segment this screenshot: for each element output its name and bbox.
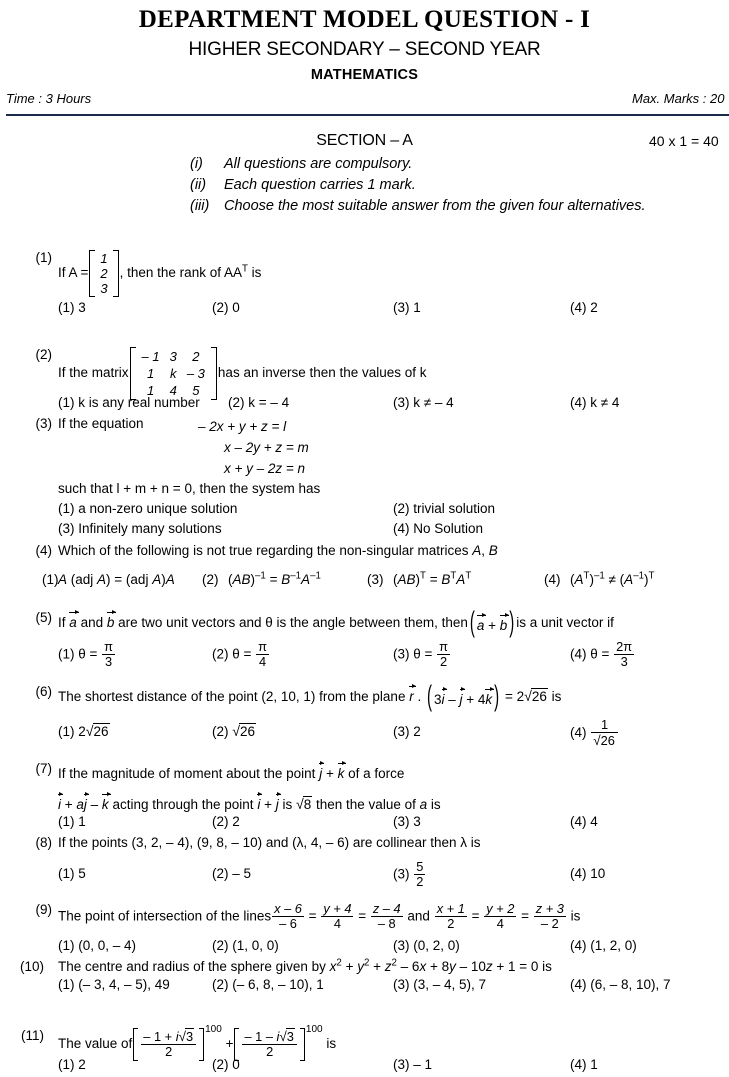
q2-option-1[interactable]: (1) k is any real number xyxy=(58,395,200,410)
matrix-cell: 5 xyxy=(192,383,200,398)
q2-option-4[interactable]: (4) k ≠ 4 xyxy=(570,395,620,410)
q8-option-1[interactable]: (1) 5 xyxy=(58,866,86,881)
fraction: $\frac{\pi}{4}$ xyxy=(258,638,267,669)
q3-equation-system xyxy=(198,416,309,479)
transpose-superscript: T xyxy=(241,263,248,275)
q3-option-1[interactable]: (1) a non-zero unique solution xyxy=(58,501,238,516)
q4-option-3[interactable]: $(AB)^T = B^TA^T$ (3) xyxy=(367,570,472,587)
page-subtitle: HIGHER SECONDARY – SECOND YEAR xyxy=(188,38,541,60)
matrix-cell: 3 xyxy=(100,281,108,296)
q6-plane-expression: ( 3i – j + 4k ) xyxy=(425,685,501,709)
page-title: DEPARTMENT MODEL QUESTION - I xyxy=(138,6,591,33)
question-number-4: (4) xyxy=(35,543,52,558)
q1-option-3[interactable]: (3) 1 xyxy=(393,300,421,315)
question-number-3: (3) xyxy=(35,416,52,431)
vector-j: j xyxy=(460,687,463,707)
page-subject: MATHEMATICS xyxy=(310,66,419,83)
question-number-6: (6) xyxy=(35,684,52,699)
q6-option-4[interactable]: (4) $\frac{1}{√26}$ xyxy=(570,718,619,749)
q10-option-4[interactable]: (4) (6, – 8, 10), 7 xyxy=(570,977,671,992)
vector-r: r xyxy=(409,684,414,704)
q3-option-4[interactable]: (4) No Solution xyxy=(393,521,484,536)
question-number-7: (7) xyxy=(35,761,52,776)
q5-option-1[interactable]: (1) θ = $\frac{\pi}{3}$ xyxy=(58,638,113,669)
exponent-100: 100 xyxy=(305,1024,323,1035)
fraction: $\frac{- 1 + i√3}{2}$ xyxy=(141,1029,196,1060)
q11-option-1[interactable]: (1) 2 xyxy=(58,1057,86,1072)
matrix-cell: k xyxy=(169,366,177,381)
vector-k: k xyxy=(102,792,109,812)
q11-option-2[interactable]: (2) 0 xyxy=(212,1057,240,1072)
matrix-cell: – 1 xyxy=(141,349,160,364)
fraction: $\frac{\pi}{3}$ xyxy=(104,638,113,669)
q9-option-3[interactable]: (3) (0, 2, 0) xyxy=(393,938,460,953)
question-number-11: (11) xyxy=(20,1028,44,1043)
q1-option-4[interactable]: (4) 2 xyxy=(570,300,598,315)
question-stem-11: The value of $\frac{- 1 + i√3}{2}$ 100 + $\frac{- 1 - i√3}{2}$ 100 is xyxy=(58,1024,337,1059)
sqrt-icon: √26 xyxy=(85,724,109,740)
q7-option-2[interactable]: (2) 2 xyxy=(212,814,240,829)
fraction: $\frac{1}{√26}$ xyxy=(591,718,618,749)
question-number-8: (8) xyxy=(35,835,52,850)
exam-meta-row xyxy=(0,91,729,111)
sqrt-icon: √26 xyxy=(524,689,547,705)
instruction-text: All questions are compulsory. xyxy=(224,156,413,172)
fraction: $\frac{\pi}{2}$ xyxy=(439,638,448,669)
question-number-1: (1) xyxy=(35,250,52,265)
q6-option-1[interactable]: (1) 2√26 xyxy=(58,724,109,740)
q7-option-1[interactable]: (1) 1 xyxy=(58,814,86,829)
q1-column-matrix xyxy=(89,250,118,297)
question-number-10: (10) xyxy=(19,959,44,974)
question-number-9: (9) xyxy=(35,902,52,917)
instruction-item xyxy=(190,154,646,175)
fraction: $\frac{y + 4}{4}$ xyxy=(323,900,352,931)
q7-line2-b: is √8 then the value of a is xyxy=(282,797,441,813)
fraction: $\frac{5}{2}$ xyxy=(416,858,424,889)
q2-option-2[interactable]: (2) k = – 4 xyxy=(228,395,290,410)
vector-k: k xyxy=(338,761,345,781)
q9-option-1[interactable]: (1) (0, 0, – 4) xyxy=(58,938,137,953)
vector-j: j xyxy=(276,792,279,812)
instruction-number: (ii) xyxy=(190,177,207,193)
exam-max-marks: Max. Marks : 20 xyxy=(632,91,725,107)
q4-option-4[interactable]: $(A^T)^{-1} \ne (A^{-1})^T$ (4) xyxy=(544,570,655,587)
matrix-cell: 3 xyxy=(169,349,177,364)
q1-option-1[interactable]: (1) 3 xyxy=(58,300,86,315)
fraction: $\frac{x - 6}{- 6}$ xyxy=(274,900,302,931)
q2-text-after: has an inverse then the values of k xyxy=(217,365,427,381)
question-stem-5: If a and b are two unit vectors and θ is the angle between them, then ( a + b ) is a unit vector if xyxy=(58,610,614,635)
q10-option-3[interactable]: (3) (3, – 4, 5), 7 xyxy=(393,977,487,992)
q5-option-2[interactable]: (2) θ = $\frac{\pi}{4}$ xyxy=(212,638,267,669)
q3-option-2[interactable]: (2) trivial solution xyxy=(393,501,496,516)
q1-text-before: If A = xyxy=(58,265,89,281)
fraction: $\frac{x + 1}{2}$ xyxy=(436,900,465,931)
vector-b: b xyxy=(107,610,115,630)
q3-equation-1: – 2x + y + z = l xyxy=(198,419,287,434)
q5-option-3[interactable]: (3) θ = $\frac{\pi}{2}$ xyxy=(393,638,448,669)
question-stem-8: If the points (3, 2, – 4), (9, 8, – 10) and (λ, 4, – 6) are collinear then λ is xyxy=(58,835,481,850)
section-marks: 40 x 1 = 40 xyxy=(649,133,719,149)
instruction-item xyxy=(190,175,646,196)
q7-option-3[interactable]: (3) 3 xyxy=(393,814,421,829)
matrix-cell: 1 xyxy=(100,251,108,266)
q7-option-4[interactable]: (4) 4 xyxy=(570,814,598,829)
vector-b: b xyxy=(500,613,508,633)
header-divider xyxy=(6,114,729,116)
question-stem-10: The centre and radius of the sphere given by $x^2 + y^2 + z^2 - 6x + 8y - 10z + 1 = 0$ is xyxy=(58,957,552,974)
fraction: $\frac{- 1 - i√3}{2}$ xyxy=(242,1029,296,1060)
q6-option-2[interactable]: (2) √26 xyxy=(212,724,256,740)
q8-option-2[interactable]: (2) – 5 xyxy=(212,866,252,881)
q1-text-after: , then the rank of $AA^T$ is xyxy=(119,263,262,281)
q2-matrix-3x3 xyxy=(130,347,217,400)
q9-option-4[interactable]: (4) (1, 2, 0) xyxy=(570,938,637,953)
question-stem-3: If the equation xyxy=(58,416,144,431)
question-stem-9: The point of intersection of the lines $\frac{x - 6}{- 6}$ = $\frac{y + 4}{4}$ = $\frac{z - 4}{- 8}$ and $\frac{x + 1}{2}$ = $\frac{y + 2}{4}$ = $\frac{z + 3}{- 2}$ is xyxy=(58,900,581,931)
sqrt-icon: √3 xyxy=(178,1028,194,1044)
question-stem-4: Which of the following is not true regarding the non-singular matrices A, B xyxy=(58,543,498,558)
instruction-number: (iii) xyxy=(190,198,210,214)
matrix-cell: 2 xyxy=(100,266,108,281)
q2-option-3[interactable]: (3) k ≠ – 4 xyxy=(393,395,454,410)
section-title: SECTION – A xyxy=(316,132,413,149)
vector-i: i xyxy=(58,792,61,812)
fraction: $\frac{2\pi}{3}$ xyxy=(616,638,633,669)
vector-a: a xyxy=(69,610,77,630)
q6-stem-b: = 2√26 is xyxy=(504,689,562,705)
q3-equation-3: x + y – 2z = n xyxy=(224,461,306,476)
q6-option-3[interactable]: (3) 2 xyxy=(393,724,421,739)
sqrt-icon: √8 xyxy=(295,797,312,813)
instruction-text: Each question carries 1 mark. xyxy=(224,177,416,193)
matrix-cell: 4 xyxy=(169,383,177,398)
vector-k: k xyxy=(485,687,492,707)
vector-j: j xyxy=(84,792,87,812)
q5-vector-sum: ( a + b ) xyxy=(468,611,516,635)
matrix-cell: – 3 xyxy=(186,366,205,381)
q5-option-4[interactable]: (4) θ = $\frac{2\pi}{3}$ xyxy=(570,638,633,669)
vector-a: a xyxy=(477,613,485,633)
question-number-5: (5) xyxy=(35,610,52,625)
q3-option-3[interactable]: (3) Infinitely many solutions xyxy=(58,521,222,536)
instructions-list xyxy=(190,154,646,217)
instruction-item xyxy=(190,196,646,217)
q8-option-3[interactable]: (3) $\frac{5}{2}$ xyxy=(393,858,424,889)
section-header xyxy=(0,132,729,152)
question-stem-6: The shortest distance of the point (2, 10, 1) from the plane r . ( 3i – j + 4k ) = 2√26 is xyxy=(58,684,561,709)
q4-option-2[interactable]: $(AB)^{-1} = B^{-1}A^{-1}$ (2) xyxy=(202,570,321,587)
q9-option-2[interactable]: (2) (1, 0, 0) xyxy=(212,938,279,953)
fraction: $\frac{z - 4}{- 8}$ xyxy=(372,900,401,931)
exam-time: Time : 3 Hours xyxy=(6,91,92,107)
question-stem-7-line2: i + aj – k acting through the point i + j is √8 then the value of a is xyxy=(58,792,441,813)
question-number-2: (2) xyxy=(35,347,52,362)
q10-option-2[interactable]: (2) (– 6, 8, – 10), 1 xyxy=(212,977,324,992)
instruction-number: (i) xyxy=(190,156,203,172)
exponent-100: 100 xyxy=(205,1024,222,1035)
question-stem-1 xyxy=(58,250,261,297)
vector-j: j xyxy=(319,761,322,781)
sqrt-icon: √3 xyxy=(279,1028,294,1044)
q4-option-1[interactable]: A (adj A) = (adj A)A (1) xyxy=(42,572,175,587)
q11-option-4[interactable]: (4) 1 xyxy=(570,1057,598,1072)
vector-i: i xyxy=(257,792,260,812)
question-stem-7-line1: If the magnitude of moment about the point j + k of a force xyxy=(58,761,404,781)
q11-bracket-1 xyxy=(133,1028,204,1061)
q10-option-1[interactable]: (1) (– 3, 4, – 5), 49 xyxy=(58,977,170,992)
fraction: $\frac{y + 2}{4}$ xyxy=(486,900,515,931)
vector-i: i xyxy=(442,687,445,707)
instruction-text: Choose the most suitable answer from the given four alternatives. xyxy=(224,198,646,214)
q1-option-2[interactable]: (2) 0 xyxy=(212,300,240,315)
q8-option-4[interactable]: (4) 10 xyxy=(570,866,606,881)
q2-text-before: If the matrix xyxy=(58,365,129,381)
matrix-cell: 1 xyxy=(146,383,155,398)
sqrt-icon: √26 xyxy=(232,724,256,740)
fraction: $\frac{z + 3}{- 2}$ xyxy=(535,900,564,931)
q3-condition: such that l + m + n = 0, then the system has xyxy=(58,481,321,496)
matrix-cell: 2 xyxy=(192,349,200,364)
q11-bracket-2 xyxy=(234,1028,304,1061)
question-stem-2 xyxy=(58,347,427,400)
sqrt-icon: √26 xyxy=(593,732,615,748)
q3-equation-2: x – 2y + z = m xyxy=(224,440,309,455)
matrix-cell: 1 xyxy=(146,366,155,381)
q11-option-3[interactable]: (3) – 1 xyxy=(393,1057,433,1072)
question-paper-page xyxy=(0,6,729,1077)
